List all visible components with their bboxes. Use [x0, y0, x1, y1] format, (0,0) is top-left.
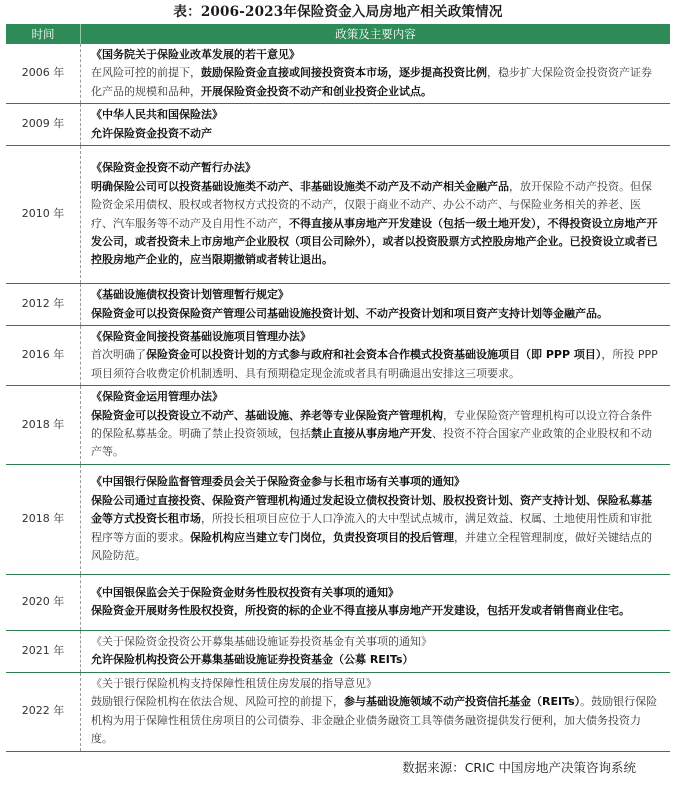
policy-text-emphasis: 保险资金可以投资设立不动产、基础设施、养老等专业保险资产管理机构 [91, 408, 443, 422]
policy-text-segment: ，所投 PPP 项目须符合收费定价机制透明、具有预期稳定现金流或者具有明确退出安排这三项要求。 [91, 348, 658, 380]
row-year: 2010 年 [6, 146, 81, 284]
policy-document-title: 《保险资金投资不动产暂行办法》 [91, 161, 256, 175]
row-year: 2006 年 [6, 44, 81, 104]
header-time: 时间 [6, 24, 81, 44]
policy-table [6, 24, 670, 752]
table-row [6, 630, 670, 672]
policy-document-title: 《保险资金运用管理办法》 [91, 390, 223, 404]
policy-text-segment: 在风险可控的前提下， [91, 66, 201, 80]
row-content [81, 386, 671, 465]
row-year: 2020 年 [6, 574, 81, 630]
row-content [81, 104, 671, 146]
policy-document-title: 《关于保险资金投资公开募集基础设施证券投资基金有关事项的通知》 [91, 634, 432, 648]
table-title: 表：2006-2023年保险资金入局房地产相关政策情况 [173, 4, 503, 20]
row-year: 2012 年 [6, 284, 81, 326]
policy-content-text [91, 602, 662, 620]
table-row [6, 326, 670, 386]
policy-content-text [91, 407, 662, 462]
policy-text-segment: 。鼓励银行保险机构为用于保障性租赁住房项目的公司债券、非金融企业债务融资工具等债务融资提供发行便利，加大债务投资力度。 [91, 695, 658, 746]
policy-text-emphasis: 允许保险资金投资不动产 [91, 126, 212, 140]
row-content [81, 146, 671, 284]
policy-text-emphasis: 保险公司通过直接投资、保险资产管理机构通过发起设立债权投资计划、股权投资计划、资产支持计划、保险私募基金等方式投资长租市场 [91, 493, 652, 526]
policy-document-title: 《关于银行保险机构支持保障性租赁住房发展的指导意见》 [91, 676, 377, 690]
policy-text-emphasis: 鼓励保险资金直接或间接投资资本市场，逐步提高投资比例 [201, 66, 487, 80]
row-content [81, 630, 671, 672]
row-year: 2018 年 [6, 464, 81, 574]
policy-text-emphasis: 保险机构应当建立专门岗位，负责投资项目的投后管理 [190, 530, 454, 544]
header-policy: 政策及主要内容 [81, 24, 671, 44]
policy-document-title: 《中国银行保险监督管理委员会关于保险资金参与长租市场有关事项的通知》 [91, 475, 465, 489]
policy-text-segment: 、投资不符合国家产业政策的企业股权和不动产等。 [91, 427, 652, 459]
table-body [6, 44, 670, 751]
table-row [6, 284, 670, 326]
policy-content-text [91, 178, 662, 270]
row-year: 2021 年 [6, 630, 81, 672]
table-row [6, 574, 670, 630]
policy-text-emphasis: 参与基础设施领域不动产投资信托基金（REITs） [344, 695, 581, 709]
policy-text-segment: ，稳步扩大保险资金投资资产证券化产品的规模和品种， [91, 66, 652, 98]
policy-document-title: 《中国银保监会关于保险资金财务性股权投资有关事项的通知》 [91, 585, 399, 599]
policy-text-segment: ，专业保险资产管理机构可以设立符合条件的保险私募基金。明确了禁止投资领域，包括 [91, 408, 652, 441]
policy-text-emphasis: 不得直接从事房地产开发建设（包括一级土地开发），不得投资设立房地产开发公司，或者投资未上市房地产企业股权（项目公司除外），或者以投资股票方式控股房地产企业。已投资设立或者已控股房地产企业的，应当限期撤销或者转让退出。 [91, 216, 658, 267]
table-row [6, 146, 670, 284]
policy-text-emphasis: 禁止直接从事房地产开发 [311, 427, 432, 441]
policy-text-segment: 首次明确了 [91, 348, 146, 362]
table-row [6, 464, 670, 574]
table-row [6, 44, 670, 104]
row-year: 2009 年 [6, 104, 81, 146]
policy-content-text [91, 492, 662, 566]
table-row [6, 672, 670, 751]
row-content [81, 672, 671, 751]
policy-text-segment: 鼓励银行保险机构在依法合规、风险可控的前提下， [91, 695, 344, 709]
table-header-row [6, 24, 670, 44]
policy-content-text [91, 346, 662, 383]
policy-text-emphasis: 开展保险资金投资不动产和创业投资企业试点。 [201, 84, 432, 98]
policy-text-emphasis: 明确保险公司可以投资基础设施类不动产、非基础设施类不动产及不动产相关金融产品 [91, 179, 509, 193]
policy-text-emphasis: 保险资金可以投资保险资产管理公司基础设施投资计划、不动产投资计划和项目资产支持计划等金融产品。 [91, 306, 608, 320]
policy-text-segment: ，放开保险不动产投资。但保险资金采用债权、股权或者物权方式投资的不动产，仅限于商业不动产、办公不动产、与保险业务相关的养老、医疗、汽车服务等不动产及自用性不动产， [91, 179, 652, 230]
row-year: 2022 年 [6, 672, 81, 751]
policy-text-emphasis: 允许保险机构投资公开募集基础设施证券投资基金（公募 REITs） [91, 653, 414, 667]
policy-content-text [91, 125, 662, 143]
policy-text-segment: ，并建立全程管理制度，做好关键结点的风险防范。 [91, 530, 652, 562]
policy-document-title: 《中华人民共和国保险法》 [91, 108, 223, 122]
row-content [81, 284, 671, 326]
row-content [81, 44, 671, 104]
policy-content-text [91, 693, 662, 748]
table-row [6, 386, 670, 465]
policy-text-emphasis: 保险资金可以投资计划的方式参与政府和社会资本合作模式投资基础设施项目（即 PPP 项目） [146, 348, 602, 362]
policy-content-text [91, 651, 662, 669]
row-year: 2018 年 [6, 386, 81, 465]
policy-text-emphasis: 保险资金开展财务性股权投资，所投资的标的企业不得直接从事房地产开发建设，包括开发或者销售商业住宅。 [91, 604, 630, 618]
policy-content-text [91, 305, 662, 323]
policy-document-title: 《保险资金间接投资基础设施项目管理办法》 [91, 330, 311, 344]
row-year: 2016 年 [6, 326, 81, 386]
row-content [81, 574, 671, 630]
row-content [81, 464, 671, 574]
policy-text-segment: ，所投长租项目应位于人口净流入的大中型试点城市，满足效益、权属、土地使用性质和审批程序等方面的要求。 [91, 512, 652, 544]
policy-document-title: 《基础设施债权投资计划管理暂行规定》 [91, 288, 289, 302]
table-row [6, 104, 670, 146]
policy-document-title: 《国务院关于保险业改革发展的若干意见》 [91, 48, 300, 61]
data-source-note: 数据来源：CRIC 中国房地产决策咨询系统 [402, 759, 636, 775]
policy-content-text [91, 64, 662, 101]
row-content [81, 326, 671, 386]
